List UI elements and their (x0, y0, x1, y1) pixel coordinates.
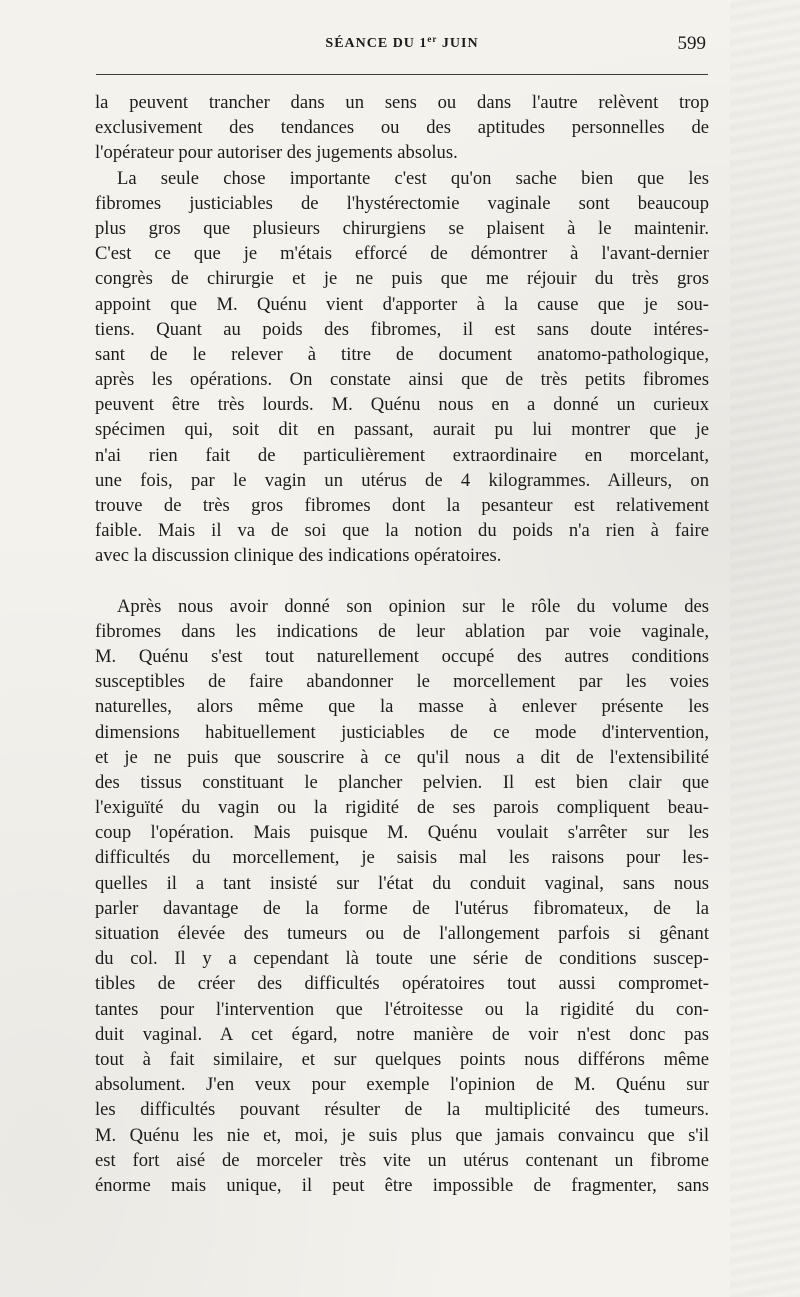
text-line: des tissus constituant le plancher pelvien. Il est bien clair que (95, 771, 709, 793)
text-line: faible. Mais il va de soi que la notion du poids n'a rien à faire (95, 520, 709, 542)
text-line: situation élevée des tumeurs ou de l'allongement parfois si gênant (95, 923, 709, 944)
text-line: l'exiguïté du vagin ou la rigidité de ses parois compliquent beau- (95, 797, 709, 819)
text-line: sant de le relever à titre de document anatomo-pathologique, (95, 343, 709, 365)
text-line: dimensions habituellement justiciables de ce mode d'intervention, (95, 721, 709, 743)
text-line: tibles de créer des difficultés opératoires tout aussi compromet- (95, 973, 709, 995)
running-header (96, 33, 708, 60)
page-number: 599 (677, 33, 706, 54)
text-line: du col. Il y a cependant là toute une série de conditions suscep- (95, 948, 709, 970)
running-title-main: SÉANCE DU 1 (325, 36, 428, 51)
text-line: naturelles, alors même que la masse à enlever présente les (95, 696, 709, 718)
text-line: plus gros que plusieurs chirurgiens se plaisent à le maintenir. (95, 217, 709, 239)
text-line: et je ne puis que souscrire à ce qu'il nous a dit de l'extensibilité (95, 746, 709, 768)
text-line: appoint que M. Quénu vient d'apporter à la cause que je sou- (95, 293, 709, 315)
text-line: fibromes justiciables de l'hystérectomie vaginale sont beaucoup (95, 192, 709, 214)
text-line: avec la discussion clinique des indications opératoires. (95, 545, 502, 567)
text-line: exclusivement des tendances ou des aptitudes personnelles de (95, 117, 709, 139)
text-line: spécimen qui, soit dit en passant, aurait pu lui montrer que je (95, 419, 709, 441)
text-line: tout à fait similaire, et sur quelques points nous différons même (95, 1048, 709, 1070)
running-title (96, 36, 708, 52)
header-rule (96, 74, 708, 75)
text-line: congrès de chirurgie et je ne puis que me réjouir du très gros (95, 268, 709, 290)
text-line: Après nous avoir donné son opinion sur le rôle du volume des (117, 595, 709, 617)
text-line: trouve de très gros fibromes dont la pesanteur est relativement (95, 495, 709, 516)
text-line: après les opérations. On constate ainsi que de très petits fibromes (95, 369, 709, 391)
text-line: La seule chose importante c'est qu'on sache bien que les (117, 167, 709, 189)
text-line: l'opérateur pour autoriser des jugements absolus. (95, 142, 458, 164)
paragraph-3 (95, 594, 709, 1199)
text-line: M. Quénu s'est tout naturellement occupé des autres conditions (95, 645, 709, 667)
paragraph-2 (95, 166, 709, 569)
text-line: la peuvent trancher dans un sens ou dans l'autre relèvent trop (95, 92, 709, 113)
text-line: n'ai rien fait de particulièrement extraordinaire en morcelant, (95, 444, 709, 466)
text-line: M. Quénu les nie et, moi, je suis plus que jamais convaincu que s'il (95, 1124, 709, 1146)
text-line: quelles il a tant insisté sur l'état du conduit vaginal, sans nous (95, 872, 709, 894)
text-line: susceptibles de faire abandonner le morcellement par les voies (95, 671, 709, 693)
text-line: coup l'opération. Mais puisque M. Quénu voulait s'arrêter sur les (95, 822, 709, 844)
text-line: tantes pour l'intervention que l'étroitesse ou la rigidité du con- (95, 998, 709, 1020)
text-line: une fois, par le vagin un utérus de 4 kilogrammes. Ailleurs, on (95, 469, 709, 491)
text-line: peuvent être très lourds. M. Quénu nous en a donné un curieux (95, 394, 709, 416)
text-line: duit vaginal. A cet égard, notre manière de voir n'est donc pas (95, 1023, 709, 1045)
body-text (95, 90, 709, 1198)
text-line: absolument. J'en veux pour exemple l'opinion de M. Quénu sur (95, 1074, 709, 1096)
text-line: tiens. Quant au poids des fibromes, il est sans doute intéres- (95, 318, 709, 340)
text-line: difficultés du morcellement, je saisis mal les raisons pour les- (95, 847, 709, 869)
text-line: est fort aisé de morceler très vite un utérus contenant un fibrome (95, 1149, 709, 1171)
running-title-superscript: er (427, 34, 438, 44)
paragraph-spacer (95, 569, 709, 594)
text-line: parler davantage de la forme de l'utérus fibromateux, de la (95, 897, 709, 919)
text-line: les difficultés pouvant résulter de la multiplicité des tumeurs. (95, 1099, 709, 1121)
page-edge-shadow (730, 0, 800, 1297)
paragraph-1 (95, 90, 709, 166)
running-title-end: JUIN (437, 36, 479, 51)
text-line: C'est ce que je m'étais efforcé de démontrer à l'avant-dernier (95, 243, 709, 265)
text-line: énorme mais unique, il peut être impossible de fragmenter, sans (95, 1174, 709, 1196)
text-line: fibromes dans les indications de leur ablation par voie vaginale, (95, 620, 709, 642)
